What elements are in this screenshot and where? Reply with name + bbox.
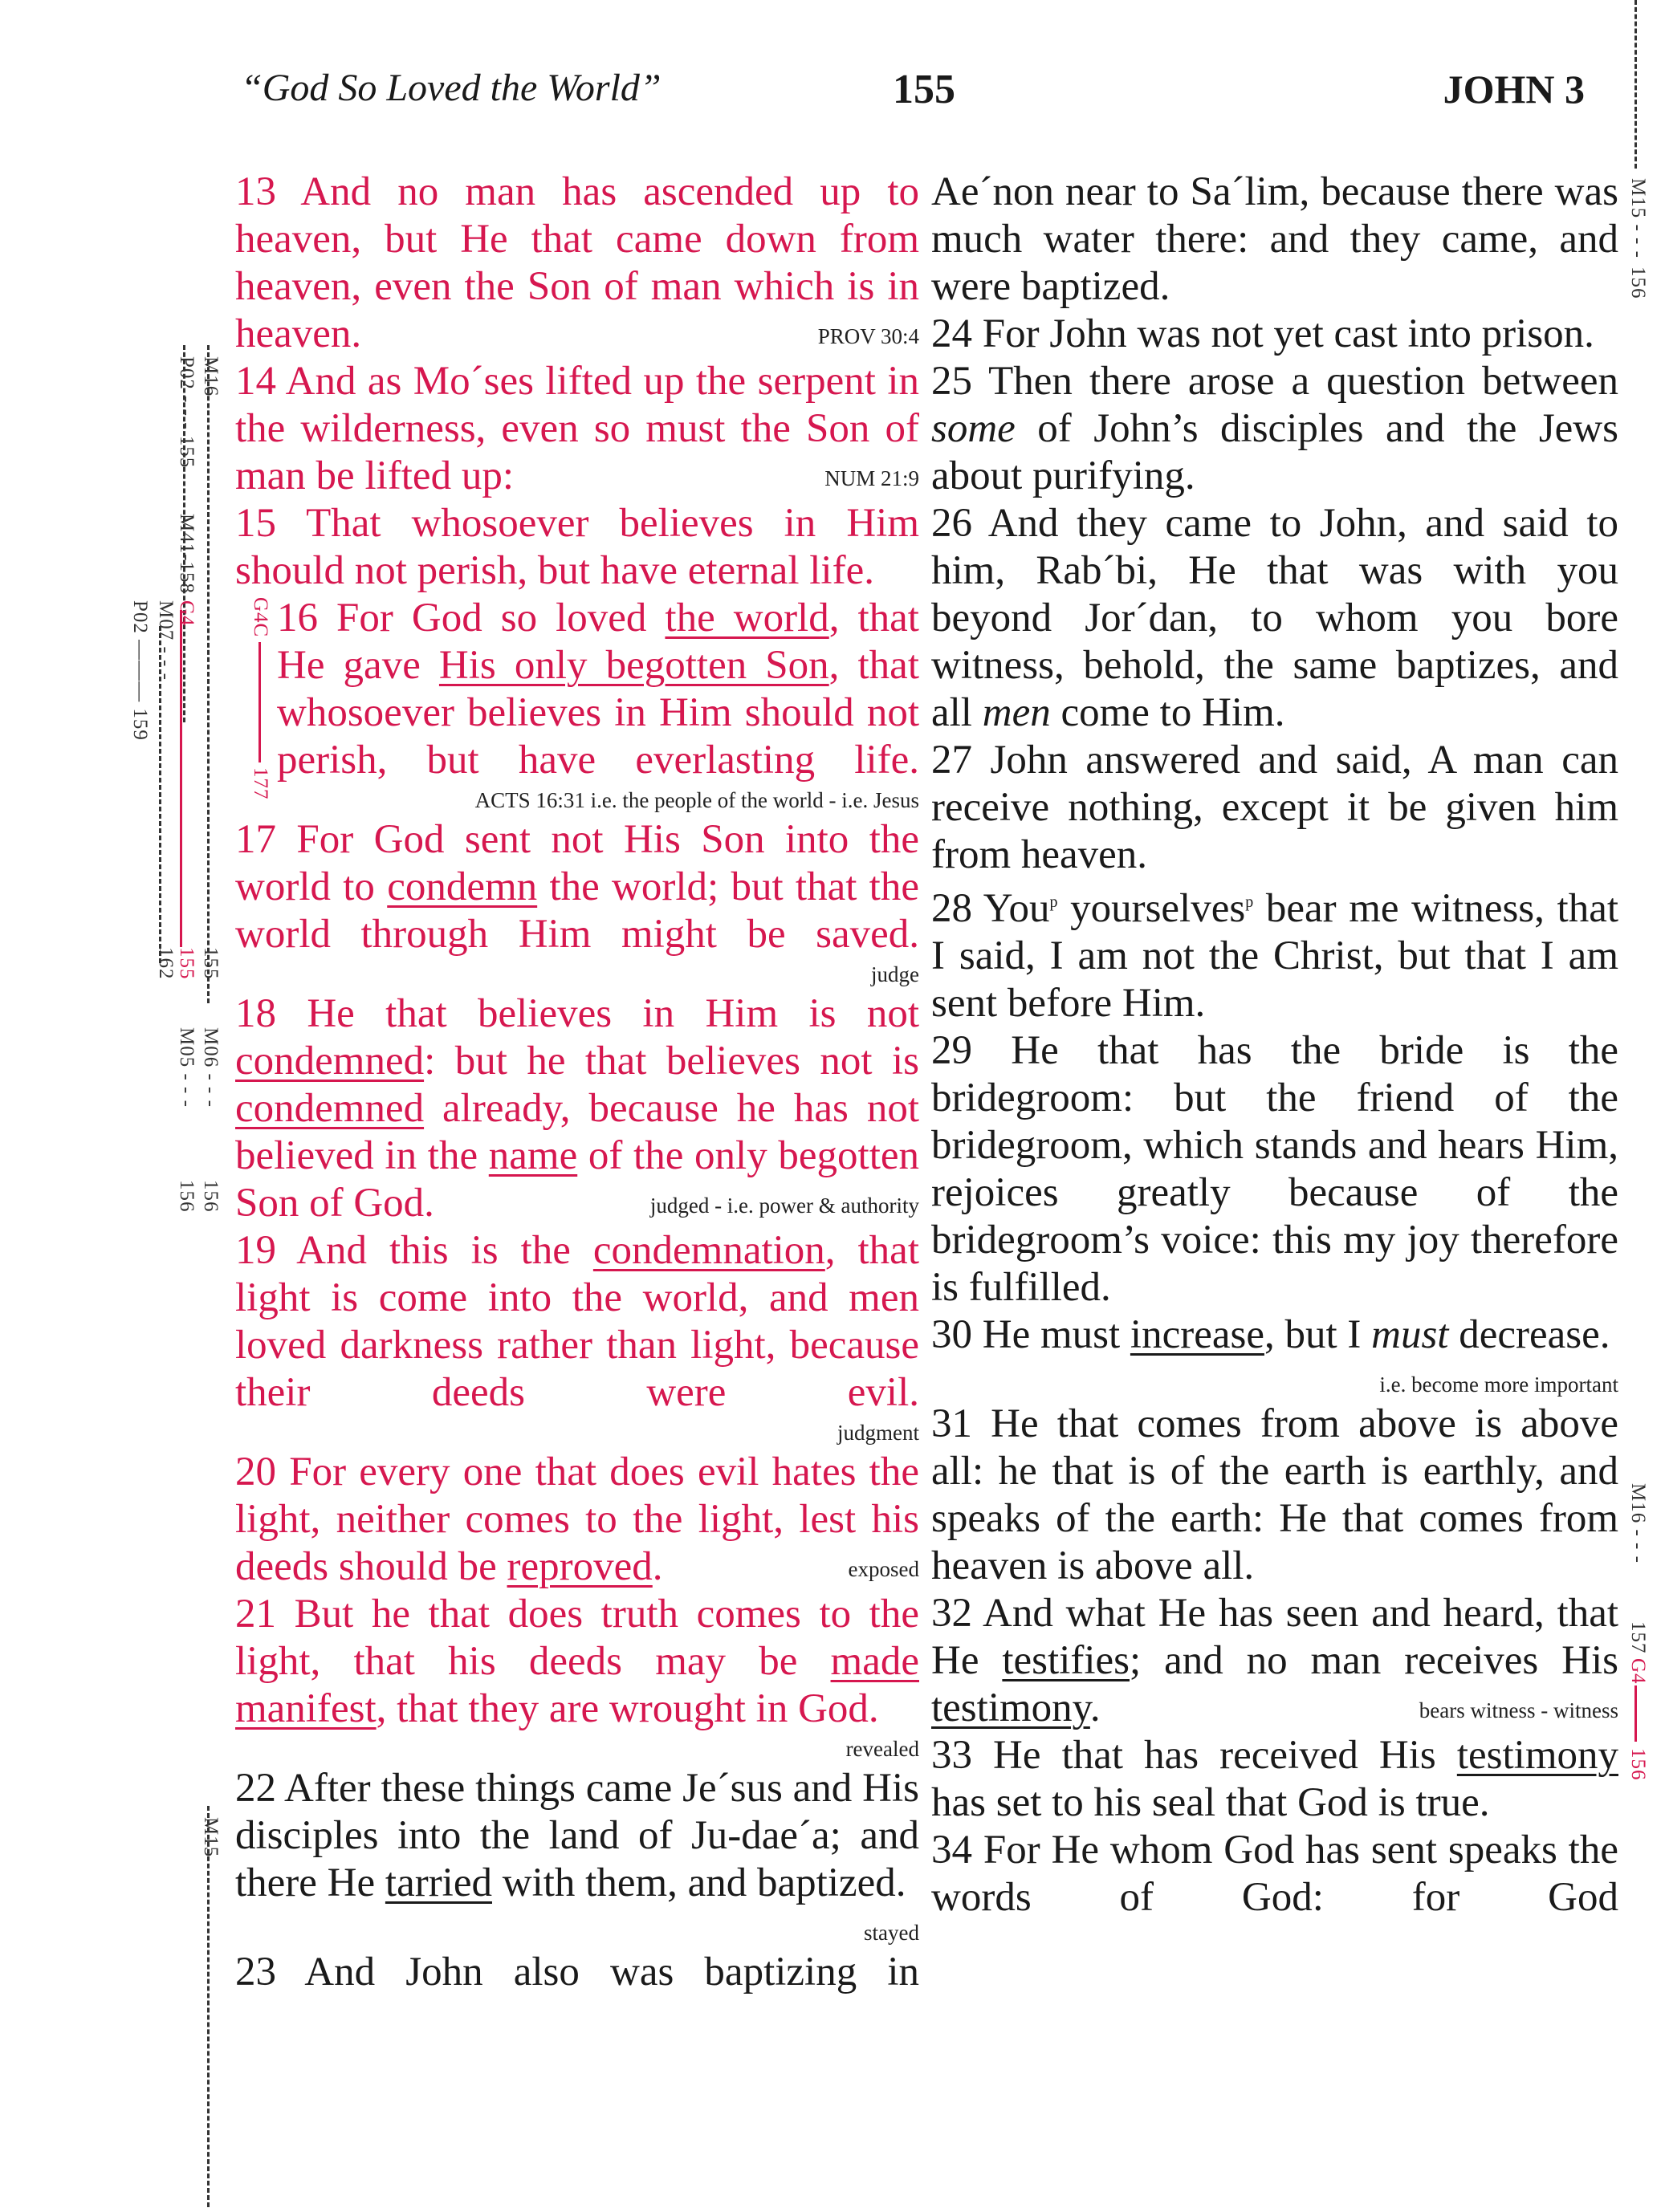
verse-18-note: judged - i.e. power & authority: [649, 1193, 919, 1218]
verse-30: 30 He must increase, but I must decrease. i.e. become more important: [931, 1311, 1618, 1359]
verse-20-note: exposed: [848, 1557, 919, 1581]
margin-chain-line: [1634, 1685, 1637, 1742]
verse-33: 33 He that has received His testimony has set to his seal that God is true.: [931, 1733, 1618, 1825]
margin-ref: 162: [155, 947, 177, 980]
margin-chain-line: [180, 610, 182, 947]
verse-21: 21 But he that does truth comes to the light, that his deeds may be made manifest, that they are wrought in God.: [235, 1592, 919, 1731]
margin-ref: M05 - - -: [176, 1027, 197, 1108]
margin-ref: 155: [200, 947, 222, 980]
margin-ref: M16: [200, 356, 222, 397]
verse-34: 34 For He whom God has sent speaks the words of God: for God: [931, 1828, 1618, 1920]
cross-reference: PROV 30:4: [817, 324, 919, 348]
cross-reference: NUM 21:9: [824, 466, 919, 490]
verse-30-note: i.e. become more important: [1379, 1372, 1618, 1397]
margin-ref: M16 - - -: [1627, 1483, 1649, 1563]
margin-ref: 156: [176, 1180, 197, 1213]
chapter-heading: JOHN 3: [1443, 67, 1585, 112]
verse-32-note: bears witness - witness: [1419, 1698, 1618, 1722]
verse-22: 22 After these things came Je´sus and His disciples into the land of Ju-dae´a; and there He tarried with them, and baptized. stayed: [235, 1765, 919, 1907]
verse-23: 23 And John also was baptizing in: [235, 1950, 919, 1994]
verse-15: 15 That whosoever believes in Him should not perish, but have eternal life.: [235, 501, 919, 593]
verse-17-note: judge: [871, 962, 919, 986]
margin-ref: P02 ——— 159: [129, 600, 151, 741]
verse-19-note: judgment: [837, 1421, 919, 1445]
verse-26: 26 And they came to John, and said to him, Rab´bi, He that was with you beyond Jor´dan, to whom you bore witness, behold, the same baptizes, and all men come to Him.: [931, 501, 1618, 735]
margin-ref: 156: [1627, 1748, 1649, 1781]
running-title: “God So Loved the World”: [241, 67, 662, 109]
margin-chain-line: [207, 1806, 210, 2207]
margin-ref: M07 - - -: [155, 600, 177, 681]
verse-29: 29 He that has the bride is the bridegroom: but the friend of the bridegroom, which stands and hears Him, rejoices greatly because of the bridegroom’s voice: this my joy therefore is fulfilled.: [931, 1028, 1618, 1310]
verse-24: 24 For John was not yet cast into prison.: [931, 311, 1594, 356]
page-number: 155: [893, 67, 955, 112]
verse-22-note: stayed: [864, 1921, 919, 1945]
left-column: [235, 169, 919, 1996]
verse-23-cont: Ae´non near to Sa´lim, because there was much water there: and they came, and were baptized.: [931, 169, 1618, 309]
verse-18: 18 He that believes in Him is not condemned: but he that believes not is condemned already, because he has not believed in the name of the only begotten Son of God. judged - i.e. power & authority: [235, 991, 919, 1226]
verse-20: 20 For every one that does evil hates the light, neither comes to the light, lest his deeds should be reproved. exposed: [235, 1450, 919, 1589]
verse-32: 32 And what He has seen and heard, that He testifies; and no man receives His testimony. bears witness - witness: [931, 1591, 1618, 1730]
verse-21-note: revealed: [845, 1737, 919, 1761]
margin-ref: G4: [176, 600, 197, 627]
verse-16-note: ACTS 16:31 i.e. the people of the world - i.e. Jesus: [474, 788, 919, 812]
margin-ref: 177: [250, 767, 271, 800]
margin-chain-line: [207, 345, 210, 1003]
margin-ref: G4C: [250, 597, 271, 638]
margin-ref: M15 - - -: [1627, 178, 1649, 258]
verse-14: 14 And as Mo´ses lifted up the serpent in the wilderness, even so must the Son of man be lifted up: NUM 21:9: [235, 359, 919, 498]
verse-28: 28 You$^p$ yourselves$^p$ bear me witness, that I said, I am not the Christ, but that I am sent before Him.: [931, 886, 1618, 1026]
margin-ref: G4: [1627, 1658, 1649, 1685]
margin-ref: 155: [176, 947, 197, 980]
margin-chain-line: [1634, 0, 1637, 169]
margin-ref: 157: [1627, 1621, 1649, 1654]
right-column: [931, 169, 1618, 1921]
verse-13: 13 And no man has ascended up to heaven, but He that came down from heaven, even the Son of man which is in heaven. PROV 30:4: [235, 169, 919, 356]
verse-25: 25 Then there arose a question between some of John’s disciples and the Jews about purifying.: [931, 359, 1618, 498]
margin-ref: M15: [200, 1817, 222, 1858]
verse-17: 17 For God sent not His Son into the world to condemn the world; but that the world through Him might be saved.: [235, 817, 919, 957]
verse-16: 16 For God so loved the world, that He gave His only begotten Son, that whosoever believes in Him should not perish, but have everlasting life.: [277, 596, 919, 783]
margin-ref: M06 - - -: [200, 1027, 222, 1108]
margin-ref: 156: [1627, 266, 1649, 299]
margin-ref: P02 - - - 155: [176, 356, 197, 469]
verse-19: 19 And this is the condemnation, that light is come into the world, and men loved darkness rather than light, because their deeds were evil.: [235, 1228, 919, 1415]
margin-ref: 156: [200, 1180, 222, 1213]
verse-31: 31 He that comes from above is above all: he that is of the earth is earthly, and speaks of the earth: He that comes from heaven is above all.: [931, 1401, 1618, 1588]
verse-27: 27 John answered and said, A man can receive nothing, except it be given him from heaven.: [931, 738, 1618, 877]
margin-ref: M41-158: [176, 514, 197, 595]
